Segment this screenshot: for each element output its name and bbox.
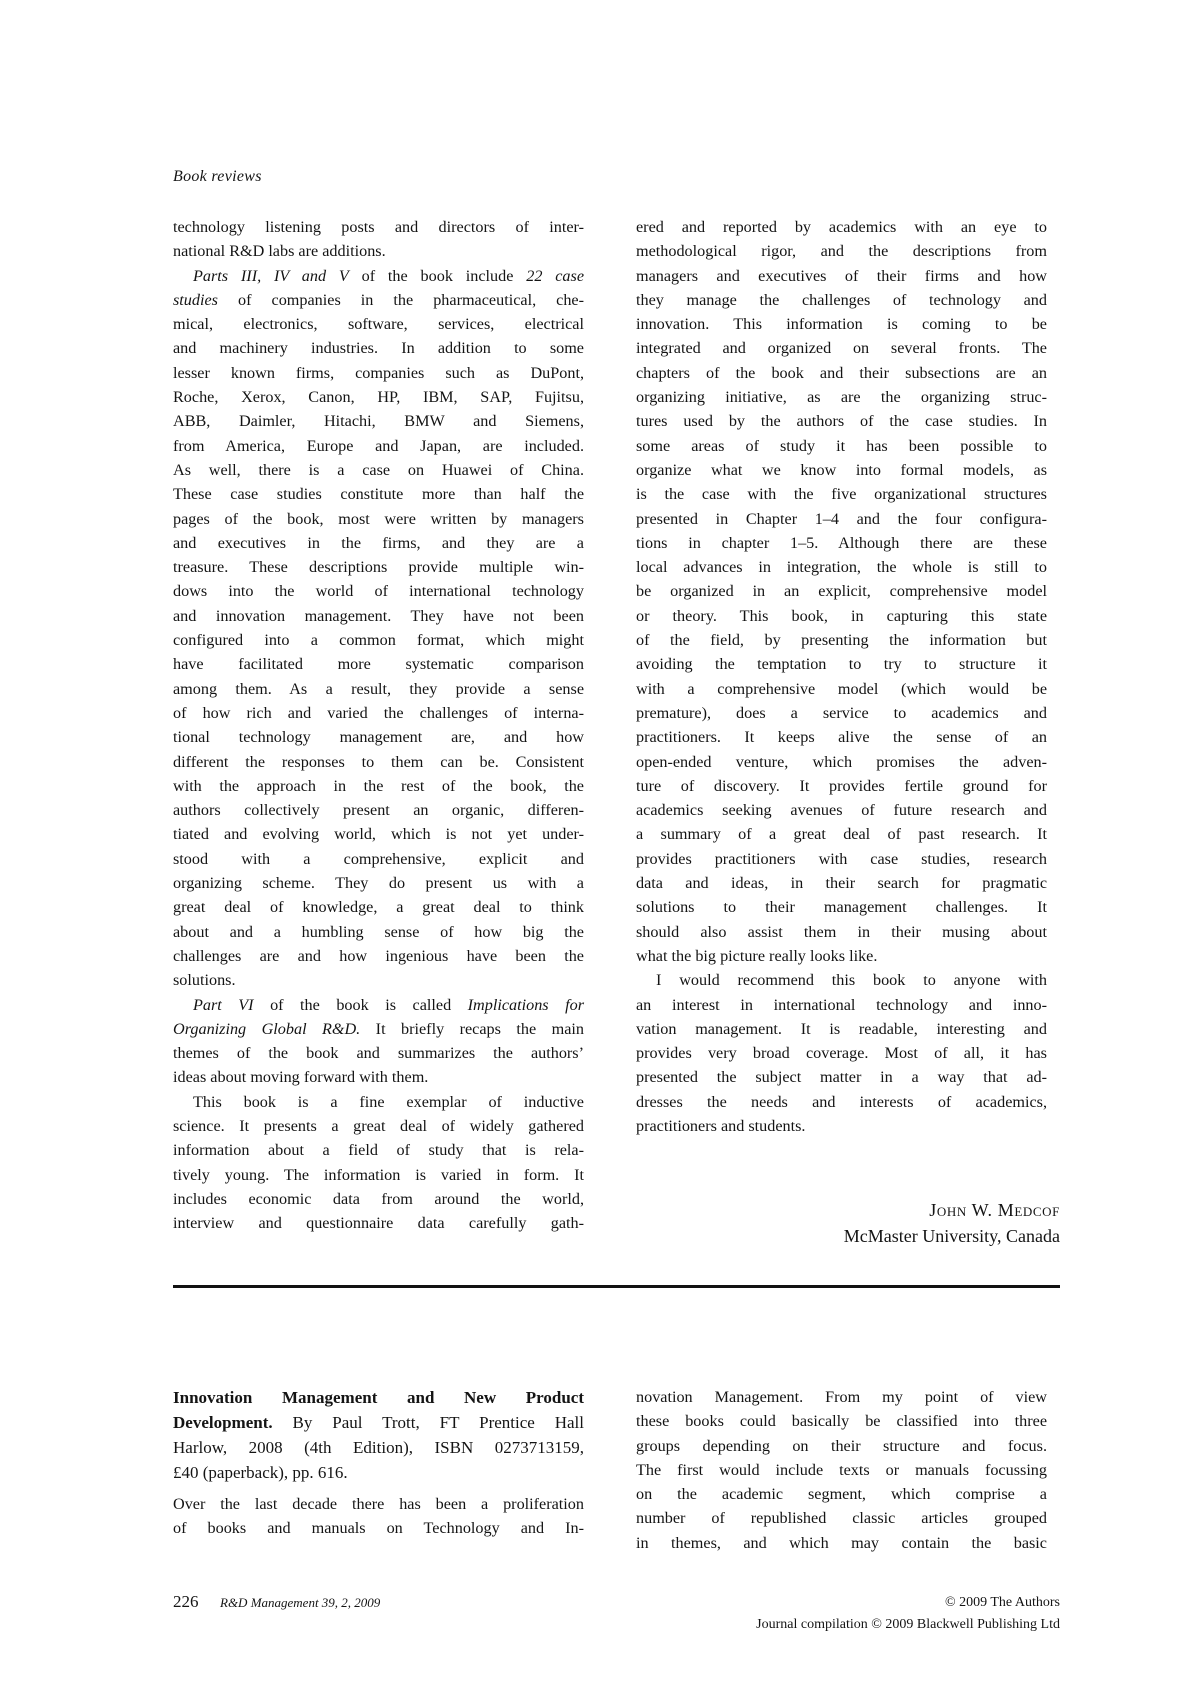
text-line: in themes, and which may contain the basic — [636, 1533, 1047, 1552]
text-line: of the field, by presenting the information but — [636, 631, 1047, 650]
text-line: science. It presents a great deal of widely gathered — [173, 1116, 584, 1135]
text-line: studies of companies in the pharmaceutical, che- — [173, 290, 584, 309]
text-line: chapters of the book and their subsections are an — [636, 363, 1047, 382]
text-line: a summary of a great deal of past research. It — [636, 825, 1047, 844]
text-line: be organized in an explicit, comprehensive model — [636, 582, 1047, 601]
text-line: should also assist them in their musing about — [636, 922, 1047, 941]
text-line: different the responses to them can be. Consistent — [173, 752, 584, 771]
text-line: national R&D labs are additions. — [173, 242, 386, 261]
text-line: Development. By Paul Trott, FT Prentice Hall — [173, 1413, 584, 1432]
text-line: ered and reported by academics with an eye to — [636, 218, 1047, 236]
text-line: of books and manuals on Technology and In- — [173, 1519, 584, 1538]
text-line: an interest in international technology and inno- — [636, 995, 1047, 1014]
text-line: tional technology management are, and how — [173, 728, 584, 747]
text-line: have facilitated more systematic comparison — [173, 655, 584, 674]
review1-right-column — [636, 215, 1047, 1138]
text-line: pages of the book, most were written by managers — [173, 509, 584, 528]
journal-citation: R&D Management 39, 2, 2009 — [220, 1595, 381, 1610]
text-line: includes economic data from around the world, — [173, 1189, 584, 1208]
text-line: or theory. This book, in capturing this state — [636, 606, 1047, 625]
reviewer-affiliation: McMaster University, Canada — [843, 1226, 1060, 1246]
text-line: integrated and organized on several fronts. The — [636, 339, 1047, 358]
text-line: interview and questionnaire data carefully gath- — [173, 1214, 584, 1233]
text-line: with a comprehensive model (which would be — [636, 679, 1047, 698]
text-line: and innovation management. They have not been — [173, 606, 584, 625]
text-line: treasure. These descriptions provide multiple win- — [173, 558, 584, 577]
text-line: Parts III, IV and V of the book include 22 case — [193, 266, 585, 285]
reviewer-name: John W. Medcof — [929, 1200, 1060, 1220]
text-line: with the approach in the rest of the book, the — [173, 776, 584, 795]
text-line: Over the last decade there has been a proliferation — [173, 1495, 584, 1513]
text-line: premature), does a service to academics and — [636, 703, 1047, 722]
text-line: and executives in the firms, and they are a — [173, 533, 584, 552]
text-line: stood with a comprehensive, explicit and — [173, 849, 584, 868]
text-line: technology listening posts and directors of inter- — [173, 218, 584, 236]
text-line: of how rich and varied the challenges of interna- — [173, 703, 584, 722]
text-line: presented in Chapter 1–4 and the four configura- — [636, 509, 1047, 528]
copyright-journal: Journal compilation © 2009 Blackwell Publishing Ltd — [756, 1617, 1060, 1632]
text-line: open-ended venture, which promises the adven- — [636, 752, 1047, 771]
text-line: some areas of study it has been possible to — [636, 436, 1047, 455]
text-line: local advances in integration, the whole is still to — [636, 558, 1047, 577]
text-line: what the big picture really looks like. — [636, 946, 878, 965]
text-line: these books could basically be classified into three — [636, 1412, 1047, 1431]
page-footer-right — [756, 1592, 1060, 1636]
text-line: vation management. It is readable, interesting and — [636, 1019, 1047, 1038]
text-line: innovation. This information is coming to be — [636, 315, 1047, 334]
text-line: groups depending on their structure and focus. — [636, 1436, 1047, 1455]
text-line: is the case with the five organizational structures — [636, 485, 1047, 504]
text-line: organizing scheme. They do present us with a — [173, 874, 584, 893]
review2-citation — [173, 1385, 584, 1485]
text-line: Harlow, 2008 (4th Edition), ISBN 0273713159, — [173, 1438, 584, 1457]
text-line: Roche, Xerox, Canon, HP, IBM, SAP, Fujitsu, — [173, 388, 584, 407]
text-line: lesser known firms, companies such as DuPont, — [173, 363, 584, 382]
text-line: information about a field of study that is rela- — [173, 1141, 584, 1160]
text-line: on the academic segment, which comprise a — [636, 1485, 1047, 1504]
text-line: avoiding the temptation to try to structure it — [636, 655, 1047, 674]
text-line: These case studies constitute more than half the — [173, 485, 584, 504]
text-line: challenges are and how ingenious have been the — [173, 946, 584, 965]
running-head: Book reviews — [173, 168, 262, 185]
text-line: about and a humbling sense of how big the — [173, 922, 584, 941]
text-line: managers and executives of their firms and how — [636, 266, 1047, 285]
text-line: I would recommend this book to anyone with — [656, 971, 1047, 990]
text-line: great deal of knowledge, a great deal to think — [173, 898, 584, 917]
text-line: provides practitioners with case studies, research — [636, 849, 1047, 868]
text-line: themes of the book and summarizes the authors’ — [173, 1044, 584, 1063]
review2-right-column — [636, 1385, 1047, 1555]
text-line: ture of discovery. It provides fertile ground for — [636, 776, 1047, 795]
text-line: authors collectively present an organic, differen- — [173, 801, 584, 820]
text-line: they manage the challenges of technology and — [636, 290, 1047, 309]
text-line: configured into a common format, which might — [173, 631, 584, 650]
text-line: novation Management. From my point of view — [636, 1388, 1047, 1406]
text-line: tions in chapter 1–5. Although there are these — [636, 533, 1047, 552]
text-line: from America, Europe and Japan, are included. — [173, 436, 584, 455]
text-line: ABB, Daimler, Hitachi, BMW and Siemens, — [173, 412, 584, 431]
text-line: This book is a fine exemplar of inductive — [193, 1092, 584, 1111]
text-line: tively young. The information is varied in form. It — [173, 1165, 584, 1184]
text-line: solutions to their management challenges. It — [636, 898, 1047, 917]
text-line: provides very broad coverage. Most of all, it has — [636, 1044, 1047, 1063]
text-line: dows into the world of international technology — [173, 582, 584, 601]
text-line: practitioners. It keeps alive the sense of an — [636, 728, 1047, 747]
text-line: organizing initiative, as are the organizing struc- — [636, 388, 1047, 407]
page-number: 226 — [173, 1592, 199, 1611]
page-footer-left — [173, 1592, 380, 1612]
review2-left-column — [173, 1492, 584, 1541]
text-line: data and ideas, in their search for pragmatic — [636, 874, 1047, 893]
text-line: practitioners and students. — [636, 1116, 806, 1135]
text-line: Part VI of the book is called Implications for — [193, 995, 584, 1014]
text-line: Organizing Global R&D. It briefly recaps the main — [173, 1019, 584, 1038]
text-line: among them. As a result, they provide a sense — [173, 679, 584, 698]
text-line: number of republished classic articles grouped — [636, 1509, 1047, 1528]
text-line: academics seeking avenues of future research and — [636, 801, 1047, 820]
text-line: Innovation Management and New Product — [173, 1388, 584, 1407]
text-line: methodological rigor, and the descriptions from — [636, 242, 1047, 261]
text-line: dresses the needs and interests of academics, — [636, 1092, 1047, 1111]
text-line: tiated and evolving world, which is not yet under- — [173, 825, 584, 844]
text-line: solutions. — [173, 971, 236, 990]
text-line: £40 (paperback), pp. 616. — [173, 1463, 348, 1482]
text-line: As well, there is a case on Huawei of China. — [173, 460, 584, 479]
text-line: The first would include texts or manuals focussing — [636, 1460, 1047, 1479]
text-line: tures used by the authors of the case studies. In — [636, 412, 1047, 431]
section-divider — [173, 1285, 1060, 1288]
review1-left-column — [173, 215, 584, 1235]
text-line: mical, electronics, software, services, electrical — [173, 315, 584, 334]
text-line: presented the subject matter in a way that ad- — [636, 1068, 1047, 1087]
text-line: and machinery industries. In addition to some — [173, 339, 584, 358]
text-line: ideas about moving forward with them. — [173, 1068, 429, 1087]
text-line: organize what we know into formal models, as — [636, 460, 1047, 479]
copyright-authors: © 2009 The Authors — [945, 1595, 1060, 1610]
